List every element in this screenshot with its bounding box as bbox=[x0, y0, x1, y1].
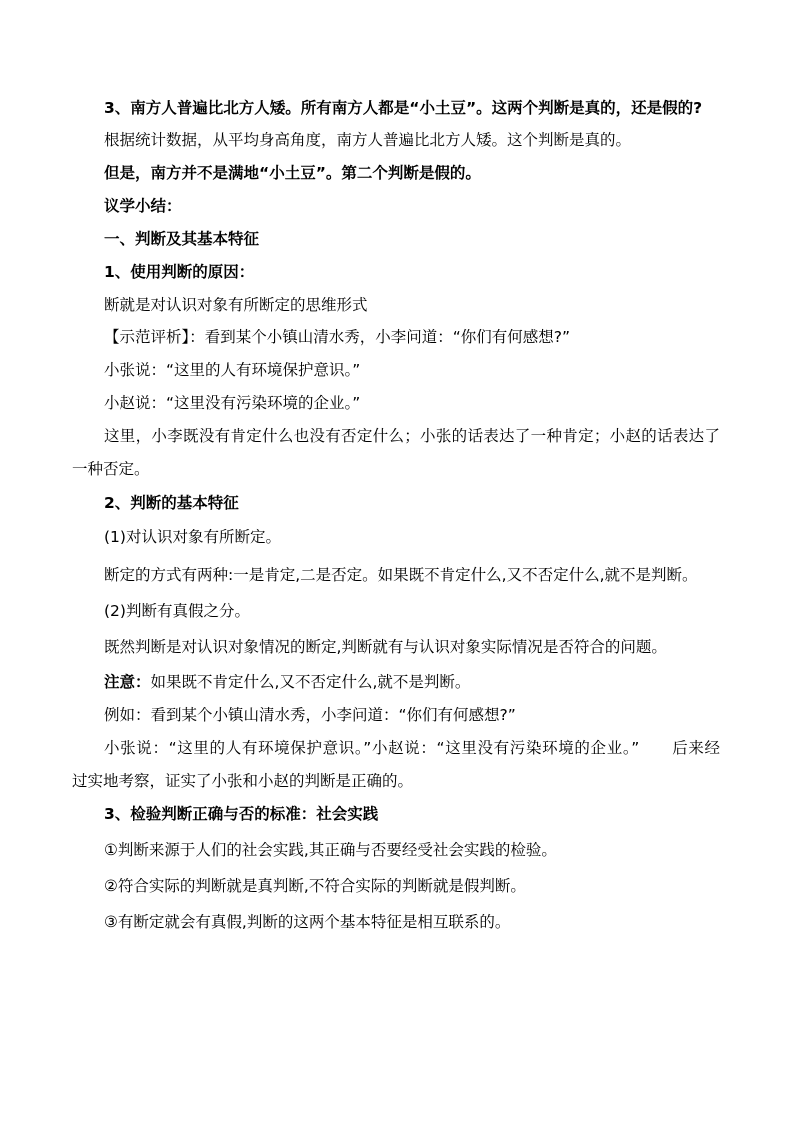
note-text: 如果既不肯定什么,又不否定什么,就不是判断。 bbox=[150, 673, 471, 691]
subsection-1-heading: 1、使用判断的原因： bbox=[104, 263, 255, 281]
point-3: ③有断定就会有真假,判断的这两个基本特征是相互联系的。 bbox=[104, 913, 511, 931]
feature-1-description: 断定的方式有两种:一是肯定,二是否定。如果既不肯定什么,又不否定什么,就不是判断。 bbox=[104, 566, 698, 584]
zhao-statement: 小赵说：“这里没有污染环境的企业。” bbox=[104, 394, 361, 412]
section-1-heading: 一、判断及其基本特征 bbox=[104, 230, 260, 248]
subsection-1-definition: 断就是对认识对象有所断定的思维形式 bbox=[104, 296, 368, 314]
question-3-answer-1: 根据统计数据，从平均身高角度，南方人普遍比北方人矮。这个判断是真的。 bbox=[104, 131, 632, 149]
subsection-3-heading: 3、检验判断正确与否的标准：社会实践 bbox=[104, 805, 379, 823]
feature-2: (2)判断有真假之分。 bbox=[104, 602, 250, 620]
question-3-title: 3、南方人普遍比北方人矮。所有南方人都是“小土豆”。这两个判断是真的，还是假的? bbox=[104, 99, 703, 117]
analysis-line-2: 一种否定。 bbox=[72, 460, 150, 478]
point-1: ①判断来源于人们的社会实践,其正确与否要经受社会实践的检验。 bbox=[104, 841, 557, 859]
note-line bbox=[104, 672, 470, 692]
analysis-line-1: 这里，小李既没有肯定什么也没有否定什么；小张的话表达了一种肯定；小赵的话表达了 bbox=[104, 427, 720, 445]
subsection-2-heading: 2、判断的基本特征 bbox=[104, 494, 239, 512]
feature-2-description: 既然判断是对认识对象情况的断定,判断就有与认识对象实际情况是否符合的问题。 bbox=[104, 638, 667, 656]
example-2-line-2: 过实地考察，证实了小张和小赵的判断是正确的。 bbox=[72, 772, 414, 790]
example-intro: 【示范评析】：看到某个小镇山清水秀，小李问道：“你们有何感想?” bbox=[104, 328, 571, 346]
note-label: 注意： bbox=[104, 673, 151, 691]
point-2: ②符合实际的判断就是真判断,不符合实际的判断就是假判断。 bbox=[104, 877, 526, 895]
feature-1: (1)对认识对象有所断定。 bbox=[104, 528, 281, 546]
zhang-statement: 小张说：“这里的人有环境保护意识。” bbox=[104, 361, 361, 379]
example-2-line-1: 小张说：“这里的人有环境保护意识。”小赵说：“这里没有污染环境的企业。” 后来经 bbox=[104, 739, 720, 757]
summary-heading: 议学小结： bbox=[104, 197, 182, 215]
question-3-answer-2: 但是，南方并不是满地“小土豆”。第二个判断是假的。 bbox=[104, 164, 481, 182]
example-2-intro: 例如：看到某个小镇山清水秀，小李问道：“你们有何感想?” bbox=[104, 706, 516, 724]
